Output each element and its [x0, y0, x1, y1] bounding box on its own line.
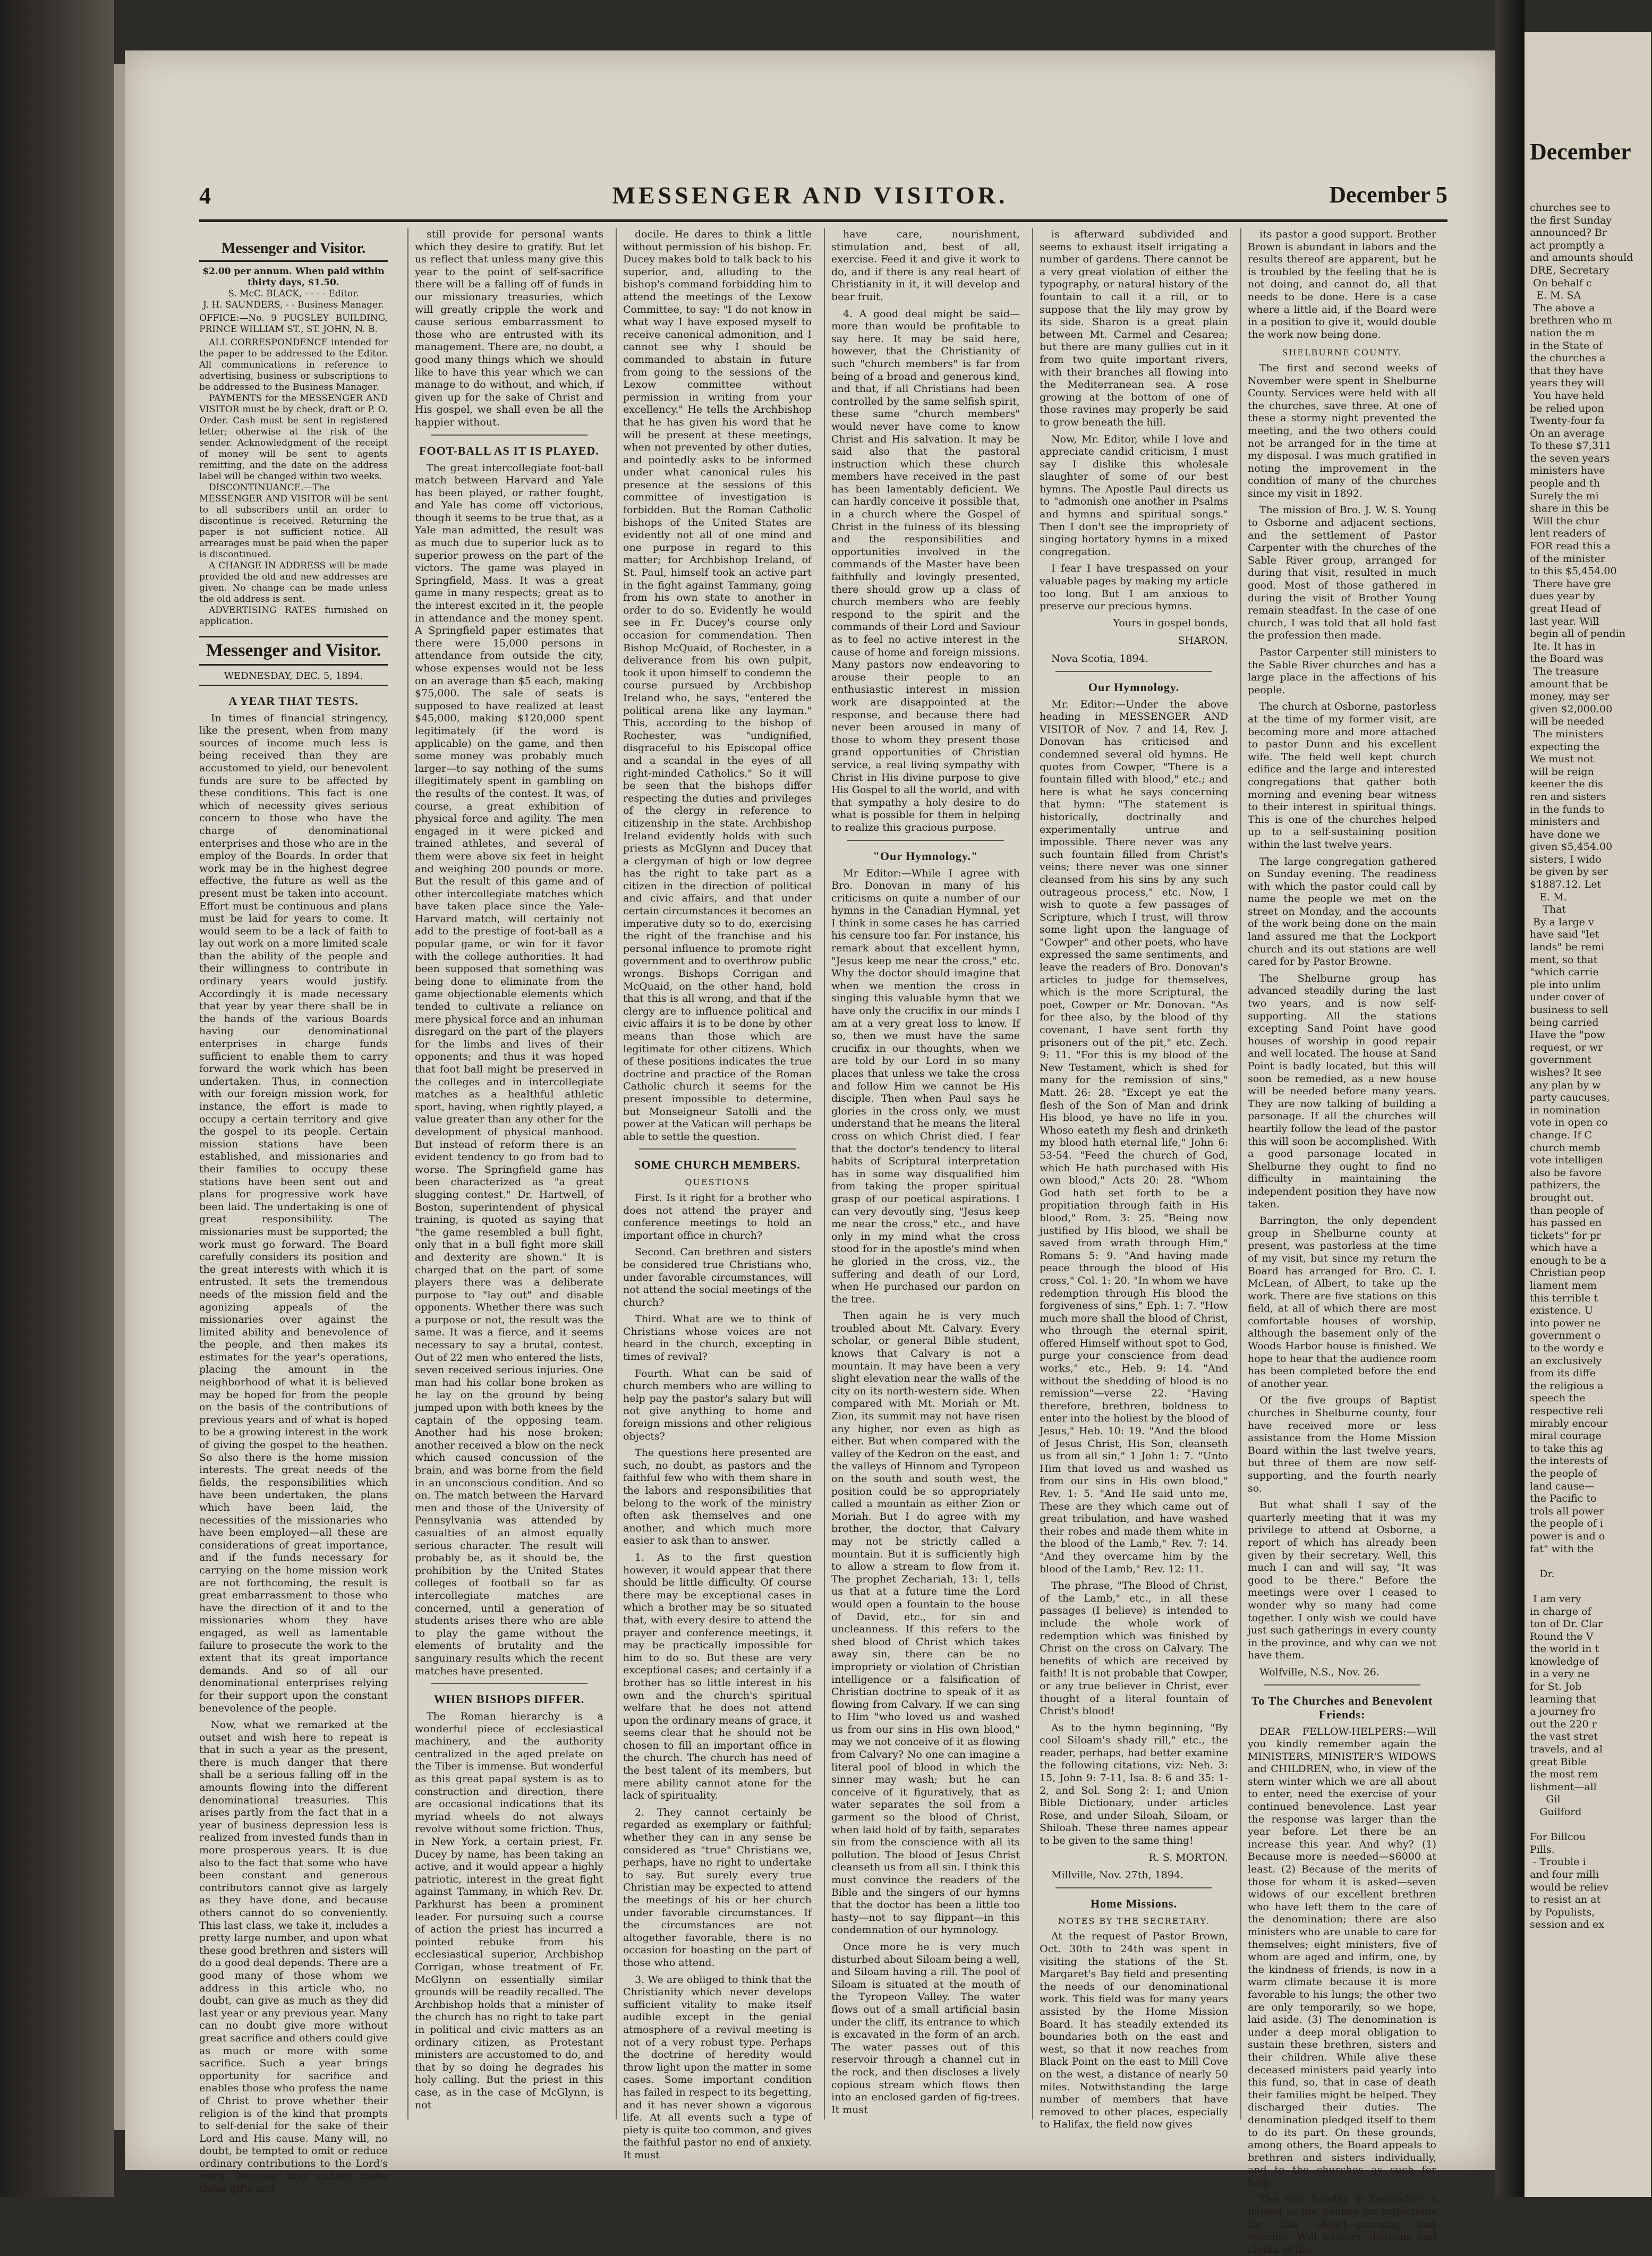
article-body — [415, 228, 603, 429]
article-title: WHEN BISHOPS DIFFER. — [415, 1692, 603, 1706]
paragraph: DEAR FELLOW-HELPERS:—Will you kindly remember again the MINISTERS, MINISTER'S WIDOWS and CHILDREN, who, in view of the stern winter which we are all about to enter, need the exercise of your continued benevolence. Last year the response was larger than the year before. Let there be an increase this year. And why? (1) Because more is needed—$6000 at least. (2) Because of the merits of those for whom it is asked—seven widows of our excellent brethren who have left them to the care of the denomination; there are also ministers who are unable to care for themselves; eight ministers, five of whom are aged and infirm, one, by the kindness of friends, is now in a warm climate because it is more favorable to his lungs; the other two are only temporarily, so we hope, laid aside. (3) The denomination is under a deep moral obligation to sustain these brethren, sisters and their children. While alive these deceased ministers paid yearly into this fund, so, that in case of death their families might be helped. They discharged their duties. The denomination pledged itself to them to do its part. On these grounds, among others, the Board appeals to brethren and sisters individually, and to the churches as such for help. — [1248, 1726, 1436, 2190]
running-head — [125, 178, 1495, 215]
article-body — [415, 462, 603, 1678]
paragraph: Fourth. What can be said of church members who are willing to help pay the pastor's salary but will not give anything to home and foreign missions and other religious objects? — [623, 1368, 812, 1443]
article-body — [623, 228, 812, 1143]
running-title: MESSENGER AND VISITOR. — [125, 181, 1495, 209]
paragraph: still provide for personal wants which they desire to gratify. But let us reflect that unless many give this year to the point of self-sacrifice there will be a falling off of funds in our missionary treasuries, which will greatly cripple the work and cause serious embarrassment to those who are entrusted with its management. There are, no doubt, a good many things which we should like to have this year which we can manage to do without, and which, if given up for the sake of Christ and His gospel, we shall even be all the happier without. — [415, 228, 603, 429]
article-body — [831, 228, 1020, 835]
subheading: QUESTIONS — [623, 1176, 812, 1189]
paragraph: In times of financial stringency, like the present, when from many sources of income much less is being received than they are accustomed to yield, our benevolent funds are sure to be affected by these conditions. This fact is one which of necessity gives serious concern to those who have the charge of denominational enterprises and those who are in the employ of the Boards. In order that work may be in the highest degree effective, the future as well as the present must be taken into account. Effort must be continuous and plans must be laid for years to come. It would seem to be a lack of faith to lay out work on a more limited scale than the ability of the people and their willingness to contribute in ordinary years would justify. Accordingly it is made necessary that year by year there shall be in the hands of the various Boards having our denominational enterprises in charge funds sufficient to enable them to carry forward the work which has been undertaken. Thus, in connection with our foreign mission work, for instance, the effort is made to occupy a certain territory and give the gospel to its people. Certain mission stations have been established, and missionaries and their families to occupy these stations have been sent out and plans for progressive work have been laid. The undertaking is one of great responsibility. The missionaries must be supported; the work must go forward. The Board carefully considers its position and the great interests with which it is entrusted. It sets the tremendous needs of the mission field and the agonizing appeals of the missionaries over against the limited ability and benevolence of the people, and then makes its estimates for the year's operations, placing the amount in the neighborhood of what it is believed may be hoped for from the people on the basis of the contributions of previous years and of what is hoped to be a growing interest in the work of giving the gospel to the heathen. So also there is the home mission interests. The great needs of the fields, the responsibilities which have been undertaken, the plans which have been laid, the necessities of the missionaries who have been employed—all these are considerations of great importance, and if the funds necessary for carrying on the home mission work are not forthcoming, the result is great embarrassment to those who have the direction of it and to the missionaries whom they have engaged, as well as lamentable failure to prosecute the work to the extent that its great importance demands. And so of all our denominational enterprises relying for their support upon the constant benevolence of the people. — [199, 712, 388, 1715]
article-body — [1248, 228, 1436, 341]
header-rule — [199, 219, 1447, 222]
signature: R. S. MORTON. — [1040, 1852, 1228, 1865]
divider — [431, 435, 587, 436]
paragraph: Then again he is very much troubled about Mt. Calvary. Every scholar, or general Bible student, knows that Calvary is not a mountain. It may have been a very slight elevation near the walls of the city on its north-western side. When compared with Mt. Moriah or Mt. Zion, its summit may not have risen any higher, nor even as high as either. But when compared with the valley of the Kedron on the east, and the valleys of Hinnom and Tyropeon on the south and south west, the position could be so appropriately called a mountain as either Zion or Moriah. But I do agree with my brother, the doctor, that Calvary may not be strictly called a mountain. But it is sufficiently high to allow a stream to flow from it. The prophet Zechariah, 13: 1, tells us that at a future time the Lord would open a fountain to the house of David, etc., for sin and uncleanness. If this refers to the shed blood of Christ which takes away sin, there can be no impropriety or violation of Christian intelligence or a falsification of Christian doctrine to speak of it as flowing from Calvary. If we can sing to Him "who loved us and washed us from our sins in His own blood," may we not conceive of it as flowing from Calvary? No one can imagine a literal pool of blood in which the sinner may wash; but he can conceive of it figuratively, that as water separates the soil from a garment so the blood of Christ, when laid hold of by faith, separates sin from the conscience with all its pollution. The blood of Jesus Christ cleanseth us from all sin. I think this must convince the readers of the Bible and the singers of our hymns that the doctor has been a little too hasty—not to say flippant—in this condemnation of our hymnology. — [831, 1310, 1020, 1937]
paragraph: Now, what we remarked at the outset and wish here to repeat is that in such a year as the present, there is much danger that there shall be a serious falling off in the amounts flowing into the different denominational treasuries. This arises partly from the fact that in a year of business depression less is realized from invested funds than in more prosperous years. It is due also to the fact that some who have been constant and generous contributors cannot give as largely as they have done, and because others cannot do so conveniently. This last class, we take it, includes a pretty large number, and upon what these good brethren and sisters will do a good deal depends. There are a good many of those whom we address in this article who, no doubt, can give as much as they did last year or any previous year. Many can no doubt give more without great sacrifice and others could give as much or more with some sacrifice. Such a year brings opportunity for sacrifice and enables those who profess the name of Christ to prove whether their religion is of the kind that prompts to self-denial for the sake of their Lord and His cause. Many will, no doubt, be tempted to omit or reduce ordinary contributions to the Lord's work, because they cannot make these gifts and — [199, 1719, 388, 2195]
paragraph: Pastor Carpenter still ministers to the Sable River churches and has a large place in the affections of his people. — [1248, 646, 1436, 696]
columns — [199, 228, 1447, 2119]
paragraph: The questions here presented are such, no doubt, as pastors and the faithful few who with them share in the labors and responsibilities that belong to the work of the ministry often ask themselves and one another, and which much more easier to ask than to answer. — [623, 1447, 812, 1547]
paragraph: The phrase, "The Blood of Christ, of the Lamb," etc., in all these passages (I believe) is intended to include the whole work of redemption which was finished by Christ on the cross on Calvary. The benefits of which are received by faith! It is not probable that Cowper, or any true believer in Christ, ever thought of a literal fountain of Christ's blood! — [1040, 1580, 1228, 1718]
paragraph: The Roman hierarchy is a wonderful piece of ecclesiastical machinery, and the authority centralized in the aged prelate on the Tiber is immense. But wonderful as this great papal system is as to construction and direction, there are occasional indications that its myriad wheels do not always revolve without some friction. Thus, in New York, a certain priest, Fr. Ducey by name, has been taking an active, and it would appear a highly patriotic, interest in the great fight against Tammany, in which Rev. Dr. Parkhurst has been a prominent leader. For pursuing such a course of action the priest has incurred a pointed rebuke from his ecclesiastical superior, Archbishop Corrigan, whose treatment of Fr. McGlynn on essentially similar grounds will be readily recalled. The Archbishop holds that a minister of the church has no right to take part in political and civic matters as an ordinary citizen, as Protestant ministers are accustomed to do, and that by so doing he degrades his holy calling. But the priest in this case, as in the case of McGlynn, is not — [415, 1710, 603, 2112]
paragraph: The mission of Bro. J. W. S. Young to Osborne and adjacent sections, and the settlement of Pastor Carpenter with the churches of the Sable River group, arranged for during that visit, resulted in much good. Most of those gathered in during the visit of Brother Young remain steadfast. In the case of one church, I was told that all hold fast the profession then made. — [1248, 504, 1436, 642]
paragraph: docile. He dares to think a little without permission of his bishop. Fr. Ducey makes bold to talk back to his superior, and, alluding to the bishop's command forbidding him to attend the meetings of the Lexow Committee, to say: "I do not know in what way I have exposed myself to receive canonical admonition, and I cannot see why I should be commanded to abstain in future from going to the sessions of the Lexow committee without permission in writing from your excellency." He tells the Archbishop that he has given his word that he will be present at these meetings, when not prevented by other duties, and pointedly asks to be informed under what canonical rules his presence at the sessions of this committee of investigation is forbidden. But the Roman Catholic bishops of the United States are evidently not all of one mind and one purpose in regard to this matter; for Archbishop Ireland, of St. Paul, himself took an active part in the fight against Tammany, going from his own state to another in order to do so. Evidently he would see in Fr. Ducey's course only occasion for commendation. Then Bishop McQuaid, of Rochester, in a deliverance from his own pulpit, took it upon himself to condemn the course pursued by Archbishop Ireland who, he says, "entered the political arena like any layman." This, according to the bishop of Rochester, was "undignified, disgraceful to his Episcopal office and a scandal in the eyes of all right-minded Catholics." So it will be seen that the bishops differ respecting the duties and privileges of the clergy in reference to citizenship in the state. Archbishop Ireland evidently holds with such priests as McGlynn and Ducey that a clergyman of high or low degree has the right to take part as a citizen in the direction of political and civic affairs, and that under certain circumstances it becomes an imperative duty so to do, exercising the right of the franchise and his personal influence to promote right government and to overthrow public wrongs. Bishops Corrigan and McQuaid, on the other hand, hold that this is all wrong, and that if the clergy are to influence political and civic affairs it is to be done by other means than those which are legitimate for other citizens. Which of these positions indicates the true doctrine and practice of the Roman Catholic church it seems for the present impossible to determine, but Monseigneur Satolli and the power at the Vatican will perhaps be able to settle the question. — [623, 228, 812, 1143]
paragraph: The Shelburne group has advanced steadily during the last two years, and is now self-supporting. All the stations excepting Sand Point have good houses of worship in good repair and well located. The house at Sand Point is badly located, but this will soon be remedied, as a new house will be needed before many years. They are now talking of building a parsonage. If all the churches will heartily follow the lead of the pastor this will soon be accomplished. With a good parsonage located in Shelburne they ought to find no difficulty in maintaining the independent position they have now taken. — [1248, 973, 1436, 1211]
paragraph: The large congregation gathered on Sunday evening. The readiness with which the pastor could call by name the people we met on the street on Monday, and the accounts of the work being done on the main land assured me that the Lockport church and its out stations are well cared for by Pastor Browne. — [1248, 856, 1436, 968]
running-date: December 5 — [1329, 181, 1447, 208]
article-body — [1248, 362, 1436, 1662]
facing-page-text: churches see to the first Sunday announced? Br act promptly a and amounts should DRE, Secretary On behalf c E. M. SA The above a brethren who m nation the m in the State of the churches a that they have years they will You have held be relied upon Twenty-four fa On an average To these $7,311 the seven years ministers have people and th Surely the mi share in this be Will the chur lent readers of FOR read this a of the minister to this $5,454.00 There have gre dues year by great Head of last year. Will begin all of pendin Ite. It has in the Board was The treasure amount that be money, may ser given $2,000.00 will be needed The ministers expecting the We must not will be reign keener the dis ren and sisters in the funds to ministers and have done we given $5,454.00 sisters, I wido be given by ser $1887.12. Let E. M. That By a large v have said "let lands" be remi ment, so that "which carrie ple into unlim under cover of business to sell being carried Have the "pow request, or wr government wishes? It see any plan by w party caucuses, in nomination vote in open co change. If C church memb vote intelligen also be favore pathizers, the brought out. than people of has passed en tickets" for pr which have a enough to be a Christian peop liament mem this terrible t existence. U into power ne government o to the wordy e an exclusively from its diffe the religious a speech the respective reli mirably encour miral courage to take this ag the interests of the people of land cause— the Pacific to trols all power the people of i power is and o fat" with the Dr. I am very in charge of ton of Dr. Clar Round the V the world in t knowledge of in a very ne for St. Job learning that a journey fro out the 220 r the vast stret travels, and al great Bible the most rem lishment—all Gil Guilford For Billcou Pills. - Trouble i and four milli would be reliev to resist an at by Populists, session and ex — [1530, 202, 1652, 1931]
column-6 — [1240, 228, 1436, 2119]
paragraph: Barrington, the only dependent group in Shelburne county at present, was pastorless at the time of my visit, but since my return the Board has arranged for Bro. C. I. McLean, of Albert, to take up the work. There are five stations on this field, at all of which there are most comfortable houses of worship, although the basement only of the Woods Harbor house is finished. We hope to hear that the audience room has been completed before the end of another year. — [1248, 1215, 1436, 1390]
subscription-terms: $2.00 per annum. When paid within thirty days, $1.50. — [199, 266, 388, 288]
notice-address: A CHANGE IN ADDRESS will be made provided the old and new addresses are given. No change can be made unless the old address is sent. — [199, 560, 388, 605]
masthead: Messenger and Visitor. — [199, 636, 388, 666]
paragraph: Third. What are we to think of Christians whose voices are not heard in the church, excepting in times of revival? — [623, 1313, 812, 1363]
book-gutter — [1495, 0, 1525, 2197]
divider — [1264, 1684, 1420, 1685]
facing-page — [1525, 32, 1651, 2197]
paragraph: At the request of Pastor Brown, Oct. 30th to 24th was spent in visiting the stations of the St. Margaret's Bay field and presenting the needs of our denominational work. This field was for many years assisted by the Home Mission Board. It has steadily extended its boundaries both on the east and west, so that it now reaches from Black Point on the east to Mill Cove on the west, a distance of nearly 50 miles. Notwithstanding the large number of members that have removed to other places, especially to Halifax, the field now gives — [1040, 1930, 1228, 2131]
paragraph: But what shall I say of the quarterly meeting that it was my privilege to attend at Osborne, a report of which has already been given by their secretary. Well, this much I can and will say, "It was good to be there." Before the meetings were over I ceased to wonder why so many had come together. I only wish we could have just such gatherings in every county in the province, and why can we not have them. — [1248, 1499, 1436, 1662]
column-2 — [407, 228, 603, 2119]
divider — [639, 1148, 796, 1150]
article-body — [1248, 1726, 1436, 2256]
article-body — [831, 867, 1020, 2117]
subheading: NOTES BY THE SECRETARY. — [1040, 1915, 1228, 1928]
signature: SHARON. — [1040, 635, 1228, 648]
paragraph: The great intercollegiate foot-ball match between Harvard and Yale has been played, or rather fought, and Yale has come off victorious, though it seems to be true that, as a Yale man admitted, the result was as much due to superior luck as to superior prowess on the part of the victors. The game was played in Springfield, Mass. It was a great game in many respects; great as to the interest excited in it, the people in attendance and the money spent. A Springfield paper estimates that there were 15,000 persons in attendance from outside the city, whose expenses would not be less on an average than $5 each, making $75,000. The sale of seats is supposed to have realized at least $45,000, making $120,000 spent legitimately (if the word is applicable) on the game, and then some money was probably much larger—to say nothing of the sums illegitimately spent in gambling on the results of the contest. It was, of course, a great exhibition of physical force and agility. The men engaged in it were picked and trained athletes, and several of them were above six feet in height and weighing 200 pounds or more. But the result of this game and of other intercollegiate matches which have taken place since the Yale-Harvard match, will certainly not add to the prestige of foot-ball as a popular game, or win for it favor with the college authorities. It had been supposed that something was being done to eliminate from the game objectionable elements which tended to cultivate a reliance on mere physical force and an inhuman disregard on the part of the players for the limbs and lives of their opponents; and thus it was hoped that foot ball might be preserved in the colleges and in intercollegiate matches as a healthful athletic sport, having, when rightly played, a value greater than any other for the development of physical manhood. But instead of reform there is an evident tendency to go from bad to worse. The Springfield game has been characterized as "a great slugging contest." Dr. Hartwell, of Boston, superintendent of physical training, is quoted as saying that "the game resembled a bull fight, only that in a bull fight more skill and dexterity are shown." It is charged that on the part of some players there was a deliberate purpose to "lay out" and disable opponents. Whether there was such a purpose or not, the result was the same. It was a fierce, and it seems necessary to say a brutal, contest. Out of 22 men who entered the lists, seven received serious injuries. One man had his collar bone broken as he lay on the ground by being jumped upon with both knees by the captain of the opposing team. Another had his nose broken; another received a blow on the neck which caused concussion of the brain, and was borne from the field in an unconscious condition. And so on. The match between the Harvard men and those of the University of Pennsylvania was attended by casualties of an almost equally serious character. The result will probably be, as it should be, the prohibition by the United States colleges of football so far as intercollegiate matches are concerned, until a generation of students arises there who are able to play the game without the elements of brutality and the sanguinary results which the recent matches have presented. — [415, 462, 603, 1678]
notice-advertising: ADVERTISING RATES furnished on application. — [199, 605, 388, 627]
paragraph: Of the five groups of Baptist churches in Shelburne county, four have received more or less assistance from the Home Mission Board within the last twelve years, but three of them are now self-supporting, and the fourth nearly so. — [1248, 1394, 1436, 1495]
divider — [431, 1683, 587, 1684]
place-date: Nova Scotia, 1894. — [1051, 653, 1228, 666]
article-title: Our Hymnology. — [1040, 680, 1228, 694]
paragraph: Once more he is very much disturbed about Siloam being a well, and Siloam having a rill. The pool of Siloam is situated at the mouth of the Tyropeon Valley. The water flows out of a small artificial basin under the cliff, its entrance to which is excavated in the form of an arch. The water passes out of this reservoir through a channel cut in the rock, and then discloses a lively copious stream which flows then into an enclosed garden of fig-trees. It must — [831, 1941, 1020, 2116]
column-4 — [824, 228, 1020, 2119]
article-title: FOOT-BALL AS IT IS PLAYED. — [415, 444, 603, 458]
editor-line: S. McC. BLACK, - - - - Editor. — [199, 288, 388, 300]
paragraph: 3. We are obliged to think that the Christianity which never develops sufficient vitality to make itself audible except in the genial atmosphere of a revival meeting is not of a very robust type. Perhaps the doctrine of heredity would throw light upon the matter in some cases. Some important condition has failed in respect to its begetting, and it has never shown a vigorous life. At all events such a type of piety is quite too common, and gives the faithful pastor no end of anxiety. It must — [623, 1974, 812, 2162]
facing-page-folio: December — [1530, 138, 1631, 165]
page-edge-strip — [114, 64, 125, 2130]
article-body — [623, 1192, 812, 2162]
paragraph: The first and second weeks of November were spent in Shelburne County. Services were held with all the churches, save three. At one of these a stormy night prevented the meeting, and the two others could not be arranged for in the time at my disposal. I was much gratified in noting the improvement in the condition of many of the churches since my visit in 1892. — [1248, 362, 1436, 500]
paragraph: 2. They cannot certainly be regarded as exemplary or faithful; whether they can in any sense be considered as "true" Christians we, perhaps, have no right to undertake to say. But surely every true Christian may be expected to attend the meetings of his or her church under favorable circumstances. If the circumstances are not altogether favorable, there is no occasion for boasting on the part of those who attend. — [623, 1807, 812, 1970]
paragraph: I fear I have trespassed on your valuable pages by making my article too long. But I am anxious to preserve our precious hymns. — [1040, 563, 1228, 612]
paragraph: 1. As to the first question however, it would appear that there should be little difficulty. Of course there may be exceptional cases in which a brother may be so situated that, with every desire to attend the prayer and conference meetings, it may be practically impossible for him to do so. But these are very exceptional cases; and certainly if a brother has so little interest in his own and the church's spiritual welfare that he does not attend upon the ordinary means of grace, it seems clear that he should not be chosen to fill an important office in the church. The church has need of the best talent of its members, but mere ability cannot atone for the lack of spirituality. — [623, 1552, 812, 1802]
subheading: SHELBURNE COUNTY. — [1248, 346, 1436, 359]
newspaper-page — [125, 50, 1495, 2170]
article-body — [1040, 1930, 1228, 2131]
paragraph: Mr. Editor:—Under the above heading in MESSENGER AND VISITOR of Nov. 7 and 14, Rev. J. Donovan has criticised and condemned several old hymns. He quotes from Cowper, "There is a fountain filled with blood," etc.; and here is what he says concerning that hymn: "The statement is historically, doctrinally and experimentally untrue and impossible. There never was any such fountain filled from Christ's veins; there never was one sinner cleansed from his sins by any such outrageous process," etc. Now, I wish to quote a few passages of Scripture, which I trust, will throw some light upon the language of "Cowper" and other poets, who have expressed the same sentiments, and leave the readers of Bro. Donovan's articles to judge for themselves, which is the more Scriptural, the poet, Cowper or Mr. Donovan. "As for thee also, by the blood of thy covenant, I have sent forth thy prisoners out of the pit," etc. Zech. 9: 11. "For this is my blood of the New Testament, which is shed for many for the remission of sins," Matt. 26: 28. "Except ye eat the flesh of the Son of Man and drink His blood, ye have no life in you. Whoso eateth my flesh and drinketh my blood hath eternal life," John 6: 53-54. "Feed the church of God, which He hath purchased with His own blood," Acts 20: 28. "Whom God hath set forth to be a propitiation through faith in His blood," Rom. 3: 25. "Being now justified by His blood, we shall be saved from wrath through Him," Romans 5: 9. "And having made peace through the blood of His cross," Col. 1: 20. "In whom we have redemption through His blood the forgiveness of sins," Eph. 1: 7. "How much more shall the blood of Christ, who through the eternal spirit, offered Himself without spot to God, purge your conscience from dead works," etc., Heb. 9: 14. "And without the shedding of blood is no remission"—verse 22. "Having therefore, brethren, boldness to enter into the holiest by the blood of Jesus," Heb. 10: 19. "And the blood of Jesus Christ, His Son, cleanseth us from all sin," 1 John 1: 7. "Unto Him that loved us and washed us from our sins in His own blood," Rev. 1: 5. "And He said unto me, These are they which came out of great tribulation, and have washed their robes and made them white in the blood of the Lamb," Rev. 7: 14. "And they overcame him by the blood of the Lamb," Rev. 12: 11. — [1040, 699, 1228, 1576]
paragraph: As to the hymn beginning, "By cool Siloam's shady rill," etc., the reader, perhaps, had better examine the following citations, viz: Neh. 3: 15, John 9: 7-11, Isa. 8: 6 and 35: 1-2, and Sol. Song 2: 1; and Union Bible Dictionary, under articles Rose, and under Siloah, Siloam, or Shiloah. These three names appear to be given to the same thing! — [1040, 1722, 1228, 1848]
column-1 — [199, 228, 388, 2119]
office-address: OFFICE:—No. 9 PUGSLEY BUILDING, PRINCE WILLIAM ST., ST. JOHN, N. B. — [199, 313, 388, 335]
notice-payments: PAYMENTS for the MESSENGER AND VISITOR must be by check, draft or P. O. Order. Cash must be sent in registered letter; otherwise at the risk of the sender. Acknowledgment of the receipt of money will be sent to agents remitting, and the date on the address label will be changed within two weeks. — [199, 393, 388, 482]
paragraph: is afterward subdivided and seems to exhaust itself irrigating a number of gardens. There cannot be a very great violation of either the typography, or natural history of the fountain to call it a rill, or to suppose that the lily may grow by its side. Sharon is a great plain between Mt. Carmel and Cesarea; but there are many gullies cut in it from two quite important rivers, with their branches all flowing into the Mediterranean sea. A rose growing at the bottom of one of those ravines may properly be said to grow beneath the hill. — [1040, 228, 1228, 429]
paragraph: Mr Editor:—While I agree with Bro. Donovan in many of his criticisms on quite a number of our hymns in the Canadian Hymnal, yet I think in some cases he has carried his censure too far. For instance, his remark about that excellent hymn, "Jesus keep me near the cross," etc. Why the doctor should imagine that when we mention the cross in singing this valuable hymn that we have only the crucifix in our minds I am at a very great loss to know. If so, then we must have the same crucifix in our thoughts, when we are told by our Lord in so many places that unless we take the cross and follow Him we cannot be His disciple. Then when Paul says he glories in the cross only, we must understand that he means the literal cross on which Christ died. I fear that the doctor's tendency to literal habits of Scriptural interpretation has in some way disqualified him from taking the proper spiritual grasp of our poetical aspirations. I can very devoutly sing, "Jesus keep me near the cross," etc., and have only in my mind what the cross stood for in the apostle's mind when he gloried in the cross, viz., the suffering and death of our Lord, when He purchased our pardon on the tree. — [831, 867, 1020, 1306]
paragraph: The first Sunday in December is named as the Sunday for collections for this object—morning and evening. Will pastors, deacons and clerks of the — [1248, 2193, 1436, 2256]
place-date: Wolfville, N.S., Nov. 26. — [1259, 1666, 1436, 1679]
article-title: A YEAR THAT TESTS. — [199, 694, 388, 708]
issue-date: WEDNESDAY, DEC. 5, 1894. — [199, 670, 388, 686]
paragraph: have care, nourishment, stimulation and, best of all, exercise. Feed it and give it work to do, and if there is any real heart of Christianity in it, it will develop and bear fruit. — [831, 228, 1020, 304]
paper-box-title: Messenger and Visitor. — [199, 237, 388, 262]
page-number: 4 — [199, 182, 211, 209]
paragraph: The church at Osborne, pastorless at the time of my former visit, are becoming more and more attached to pastor Dunn and his excellent wife. The field well kept church edifice and the large and interested congregations that gather both morning and evening bear witness to their interest in spiritual things. This is one of the churches helped up to a self-sustaining position within the last twelve years. — [1248, 701, 1436, 851]
business-manager-line: J. H. SAUNDERS, - - Business Manager. — [199, 300, 388, 311]
divider — [847, 840, 1004, 841]
article-title: Home Missions. — [1040, 1897, 1228, 1911]
column-3 — [616, 228, 812, 2119]
article-title: SOME CHURCH MEMBERS. — [623, 1158, 812, 1172]
divider — [1055, 671, 1212, 672]
signoff: Yours in gospel bonds, — [1040, 617, 1228, 630]
article-body — [1040, 228, 1228, 613]
place-date: Millville, Nov. 27th, 1894. — [1051, 1869, 1228, 1882]
article-body — [199, 712, 388, 2195]
paragraph: Second. Can brethren and sisters be considered true Christians who, under favorable circumstances, will not attend the social meetings of the church? — [623, 1246, 812, 1309]
paragraph: 4. A good deal might be said—more than would be profitable to say here. It may be said here, however, that the Christianity of such "church members" is far from being of a broad and generous kind, and that, if all Christians had been controlled by the same selfish spirit, these same "church members" would never have come to know Christ and His salvation. It may be said also that the pastoral instruction which these church members have received in the past has been lamentably deficient. We can hardly conceive it possible that, in a church where the Gospel of Christ in the fulness of its blessing and the responsibilities and opportunities involved in the commands of the Master have been faithfully and lovingly presented, there should grow up a class of church members who are feebly respond to the spirit and the commands of their Lord and Saviour as to feel no active interest in the cause of home and foreign missions. Many pastors now endeavoring to arouse their people to an enthusiastic interest in mission work are disappointed at the response, and because there had never been aroused in many of those to whom they present those grand opportunities of Christian service, a real living sympathy with Christ in His divine purpose to give His Gospel to all the world, and with that sympathy a holy desire to do what is possible for them in helping to realize this gracious purpose. — [831, 308, 1020, 835]
notice-correspondence: ALL CORRESPONDENCE intended for the paper to be addressed to the Editor. All communications in reference to advertising, business or subscriptions to be addressed to the Business Manager. — [199, 337, 388, 393]
divider — [1055, 1887, 1212, 1888]
paragraph: Now, Mr. Editor, while I love and appreciate candid criticism, I must say I dislike this wholesale slaughter of some of our best hymns. The Apostle Paul directs us to "admonish one another in Psalms and hymns and spiritual songs." Then I don't see the impropriety of singing hortatory hymns in a mixed congregation. — [1040, 433, 1228, 559]
article-title: To The Churches and Benevolent Friends: — [1248, 1694, 1436, 1722]
column-5 — [1032, 228, 1228, 2119]
article-title: "Our Hymnology." — [831, 849, 1020, 863]
article-body — [1040, 699, 1228, 1848]
book-binding — [0, 0, 114, 2197]
paragraph: its pastor a good support. Brother Brown is abundant in labors and the results thereof are apparent, but he is troubled by the feeling that he is not doing, and cannot do, all that needs to be done. Here is a case where a little aid, if the Board were in a position to give it, would double the work now being done. — [1248, 228, 1436, 341]
notice-discontinuance: DISCONTINUANCE.—The MESSENGER AND VISITOR will be sent to all subscribers until an order to discontinue is received. Returning the paper is not sufficient notice. All arrearages must be paid when the paper is discontinued. — [199, 482, 388, 560]
paragraph: First. Is it right for a brother who does not attend the prayer and conference meetings to hold an important office in church? — [623, 1192, 812, 1242]
article-body — [415, 1710, 603, 2112]
